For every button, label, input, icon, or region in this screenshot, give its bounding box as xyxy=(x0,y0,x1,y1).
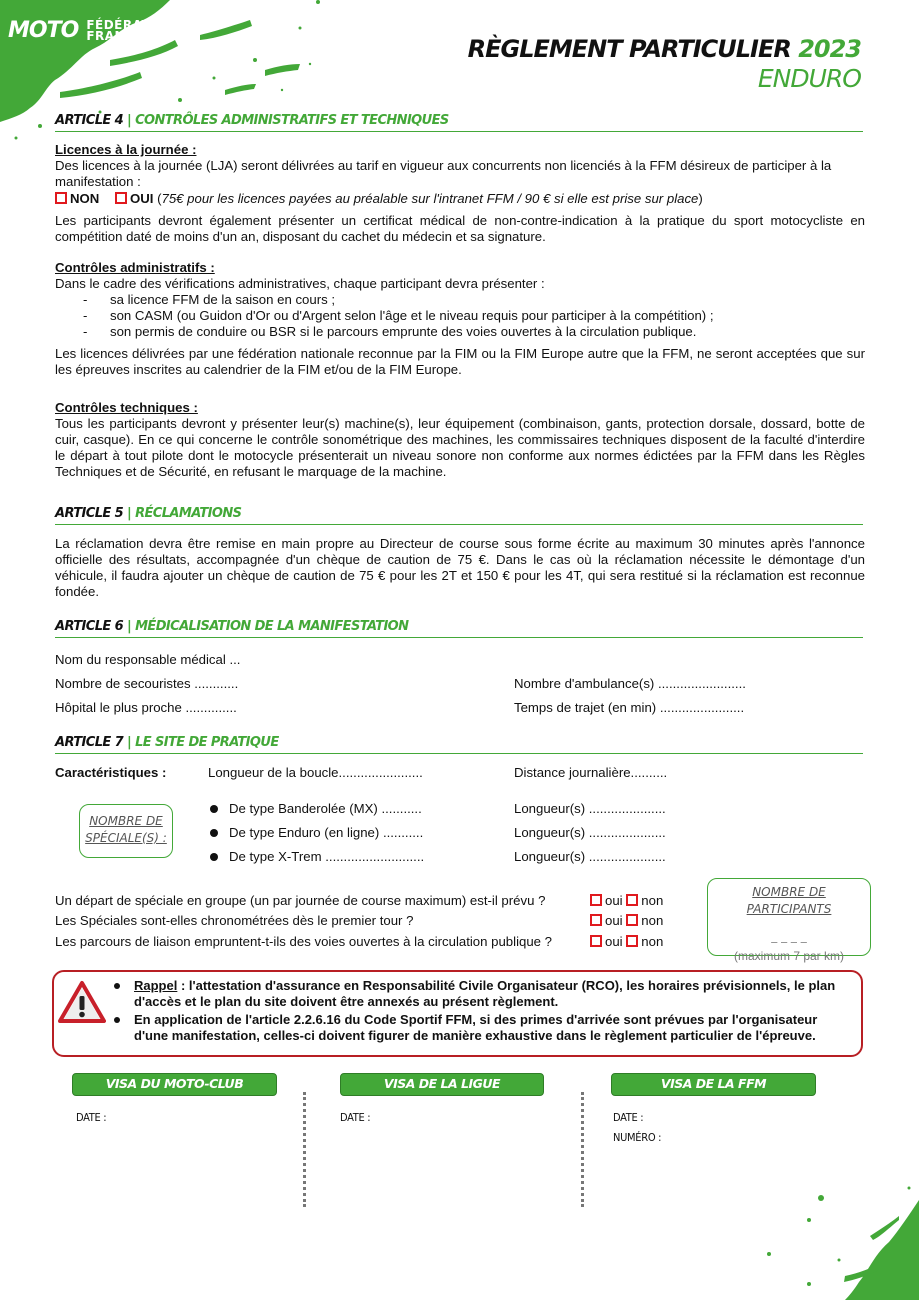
participants-badge-value[interactable]: _ _ _ _ xyxy=(771,929,807,943)
admin-documents-list xyxy=(83,292,865,340)
rappel-text: : l'attestation d'assurance en Responsabilité Civile Organisateur (RCO), les horaires prévisionnels, le plan d'accès et le plan du site doivent être annexés au présent règlement. xyxy=(134,978,836,1009)
list-item: - son CASM (ou Guidon d'Or ou d'Argent selon l'âge et le niveau requis pour participer à la compétition) ; xyxy=(83,308,865,324)
tech-controls-section xyxy=(55,400,865,480)
visa-ligue-header: VISA DE LA LIGUE xyxy=(340,1073,544,1096)
special-type-xtrem[interactable]: De type X-Trem ........................... xyxy=(229,849,425,864)
participants-badge-note: (maximum 7 par km) xyxy=(733,949,844,963)
visa-divider xyxy=(581,1092,584,1207)
answer-row: oui non xyxy=(590,913,663,929)
article-6-heading: ARTICLE 6 | MÉDICALISATION DE LA MANIFESTATION xyxy=(55,620,863,638)
oui-note-open: ( xyxy=(153,191,162,206)
answer-row: oui non xyxy=(590,934,663,950)
title-text: RÈGLEMENT PARTICULIER xyxy=(467,35,791,63)
question-timed: Les Spéciales sont-elles chronométrées dès le premier tour ? xyxy=(55,913,414,928)
oui-label: OUI xyxy=(129,191,154,206)
visa-ligue-date[interactable]: DATE : xyxy=(340,1111,371,1124)
title-year: 2023 xyxy=(798,35,861,63)
certificate-text: Les participants devront également présenter un certificat médical de non-contre-indication à la pratique du sport motocycliste en compétition daté de moins d'un an, disposant du cachet du médecin et sa signature. xyxy=(55,213,865,244)
non-checkbox[interactable] xyxy=(626,914,638,926)
oui-note-close: ) xyxy=(698,191,703,206)
green-splash-decoration xyxy=(749,1180,919,1300)
logo-moto-text: MOTO xyxy=(8,18,79,43)
admin-controls-section xyxy=(55,260,865,378)
licence-choice-row xyxy=(55,191,865,207)
licences-heading: Licences à la journée : xyxy=(55,142,197,157)
ambulances-field[interactable]: Nombre d'ambulance(s) ........................ xyxy=(514,676,746,691)
rescuers-field[interactable]: Nombre de secouristes ............ xyxy=(55,676,239,691)
question-group-start: Un départ de spéciale en groupe (un par journée de course maximum) est-il prévu ? xyxy=(55,893,546,908)
visa-ffm-number[interactable]: NUMÉRO : xyxy=(613,1131,662,1144)
article-7-heading: ARTICLE 7 | LE SITE DE PRATIQUE xyxy=(55,736,863,754)
oui-checkbox[interactable] xyxy=(590,894,602,906)
bullet xyxy=(210,853,218,861)
oui-note: 75€ pour les licences payées au préalable sur l'intranet FFM / 90 € si elle est prise sur place xyxy=(161,191,699,206)
special-type-banderolee[interactable]: De type Banderolée (MX) ........... xyxy=(229,801,422,816)
licences-section xyxy=(55,142,865,245)
bullet xyxy=(210,829,218,837)
participants-count-badge xyxy=(707,878,871,963)
list-item: En application de l'article 2.2.6.16 du Code Sportif FFM, si des primes d'arrivée sont prévues par l'organisateur d'une manifestation, celles-ci doivent figurer de manière exhaustive dans le règlement particulier de l'épreuve. xyxy=(114,1012,851,1044)
non-label: NON xyxy=(70,191,100,206)
logo-federation-text: FÉDÉRATION FRANÇAISE xyxy=(86,18,177,43)
visa-moto-club-date[interactable]: DATE : xyxy=(76,1111,107,1124)
reminder-warning-box xyxy=(52,970,863,1057)
oui-checkbox[interactable] xyxy=(590,914,602,926)
loop-length-field[interactable]: Longueur de la boucle....................... xyxy=(208,765,423,780)
oui-checkbox[interactable] xyxy=(115,192,127,204)
special-length-field[interactable]: Longueur(s) ..................... xyxy=(514,801,666,816)
tech-heading: Contrôles techniques : xyxy=(55,400,198,415)
non-checkbox[interactable] xyxy=(626,894,638,906)
answer-row: oui non xyxy=(590,893,663,909)
warning-triangle-icon xyxy=(58,980,106,1024)
daily-distance-field[interactable]: Distance journalière.......... xyxy=(514,765,668,780)
participants-badge-title: NOMBRE DE PARTICIPANTS xyxy=(746,885,832,916)
admin-note: Les licences délivrées par une fédération nationale reconnue par la FIM ou la FIM Europe autre que la FFM, ne seront acceptées que sur les épreuves inscrites au calendrier de la FIM et/ou de la FIM Europe. xyxy=(55,346,865,377)
document-title xyxy=(468,34,861,94)
list-item: - sa licence FFM de la saison en cours ; xyxy=(83,292,865,308)
non-checkbox[interactable] xyxy=(55,192,67,204)
bullet xyxy=(210,805,218,813)
list-item: - son permis de conduire ou BSR si le parcours emprunte des voies ouvertes à la circulation publique. xyxy=(83,324,865,340)
non-checkbox[interactable] xyxy=(626,935,638,947)
oui-checkbox[interactable] xyxy=(590,935,602,947)
title-subtitle: ENDURO xyxy=(757,64,861,93)
medical-head-field[interactable]: Nom du responsable médical ... xyxy=(55,652,241,667)
reminder-list xyxy=(114,978,851,1046)
visa-moto-club-header: VISA DU MOTO-CLUB xyxy=(72,1073,277,1096)
admin-intro: Dans le cadre des vérifications administratives, chaque participant devra présenter : xyxy=(55,276,545,291)
list-item xyxy=(114,978,851,1010)
admin-heading: Contrôles administratifs : xyxy=(55,260,215,275)
ffm-logo xyxy=(8,20,176,42)
reclamations-text: La réclamation devra être remise en main propre au Directeur de course sous forme écrite au maximum 30 minutes après l'annonce officielle des résultats, accompagnée d'un chèque de caution de 75 €. Dans le cas où la réclamation nécessite le démontage d'un véhicule, il faudra ajouter un chèque de caution de 75 € pour les 2T et 150 € pour les 4T, qui sera restitué si la réclamation est reconnue fondée. xyxy=(55,536,865,599)
licences-text: Des licences à la journée (LJA) seront délivrées au tarif en vigueur aux concurrents non licenciés à la FFM désireux de participer à la manifestation : xyxy=(55,158,832,189)
hospital-field[interactable]: Hôpital le plus proche .............. xyxy=(55,700,237,715)
visa-divider xyxy=(303,1092,306,1207)
visa-ffm-date[interactable]: DATE : xyxy=(613,1111,644,1124)
special-length-field[interactable]: Longueur(s) ..................... xyxy=(514,825,666,840)
rappel-label: Rappel xyxy=(134,978,178,993)
tech-text: Tous les participants devront y présenter leur(s) machine(s), leur équipement (combinaison, gants, protection dorsale, dossard, botte de cuir, casque). En ce qui concerne le contrôle sonométrique des machines, les commissaires techniques disposent de la faculté d'interdire le départ à tout pilote dont le motocycle présenterait un niveau sonore non conforme aux normes édictées par la FFM dans les Règles Techniques et de Sécurité, en refusant le marquage de la machine. xyxy=(55,416,865,479)
question-public-roads: Les parcours de liaison empruntent-t-ils des voies ouvertes à la circulation publique ? xyxy=(55,934,552,949)
travel-time-field[interactable]: Temps de trajet (en min) ....................... xyxy=(514,700,745,715)
article-4-heading: ARTICLE 4 | CONTRÔLES ADMINISTRATIFS ET TECHNIQUES xyxy=(55,114,863,132)
special-length-field[interactable]: Longueur(s) ..................... xyxy=(514,849,666,864)
visa-ffm-header: VISA DE LA FFM xyxy=(611,1073,816,1096)
specials-count-badge: NOMBRE DE SPÉCIALE(S) : xyxy=(79,804,173,858)
article-5-heading: ARTICLE 5 | RÉCLAMATIONS xyxy=(55,507,863,525)
characteristics-label: Caractéristiques : xyxy=(55,765,167,780)
special-type-enduro[interactable]: De type Enduro (en ligne) ........... xyxy=(229,825,424,840)
